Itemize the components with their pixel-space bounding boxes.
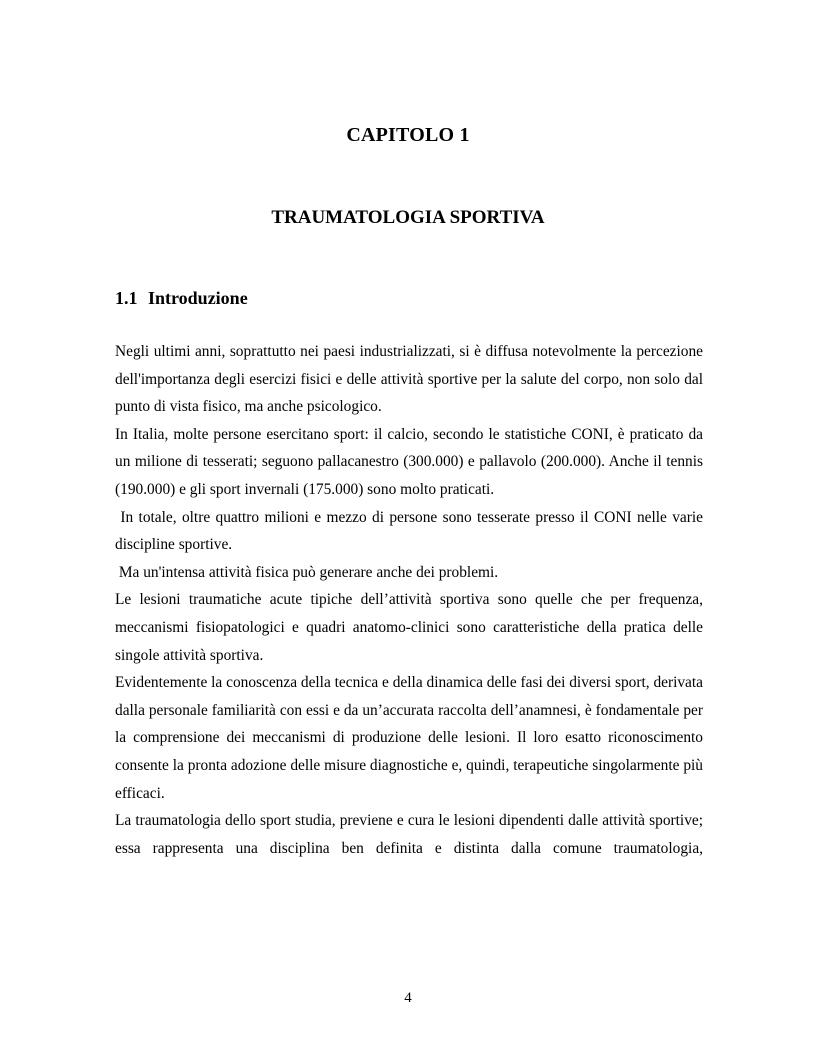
- paragraph: La traumatologia dello sport studia, previene e cura le lesioni dipendenti dalle attività sportive; essa rappresenta una disciplina ben definita e distinta dalla comune traumatologia,: [115, 812, 703, 857]
- section-number: 1.1: [115, 288, 138, 308]
- paragraph: In totale, oltre quattro milioni e mezzo di persone sono tesserate presso il CONI nelle varie discipline sportive.: [115, 508, 707, 554]
- paragraph: In Italia, molte persone esercitano sport: il calcio, secondo le statistiche CONI, è praticato da un milione di tesserati; seguono pallacanestro (300.000) e pallavolo (200.000). Anche il tennis (190.000) e gli sport invernali (175.000) sono molto praticati.: [115, 425, 703, 498]
- section-heading: [115, 288, 248, 309]
- paragraph: Ma un'intensa attività fisica può generare anche dei problemi.: [115, 563, 499, 581]
- paragraph: Le lesioni traumatiche acute tipiche dell’attività sportiva sono quelle che per frequenza, meccanismi fisiopatologici e quadri anatomo-clinici sono caratteristiche della pratica delle singole attività sportiva.: [115, 591, 703, 664]
- chapter-label: CAPITOLO 1: [346, 124, 470, 146]
- section-title: Introduzione: [148, 288, 248, 308]
- page-number: 4: [404, 990, 412, 1006]
- paragraph: Evidentemente la conoscenza della tecnica e della dinamica delle fasi dei diversi sport, derivata dalla personale familiarità con essi e da un’accurata raccolta dell’anamnesi, è fondamentale per la comprensione dei meccanismi di produzione delle lesioni. Il loro esatto riconoscimento consente la pronta adozione delle misure diagnostiche e, quindi, terapeutiche singolarmente più efficaci.: [115, 674, 704, 802]
- body-text: [115, 338, 707, 862]
- chapter-title: TRAUMATOLOGIA SPORTIVA: [271, 207, 545, 228]
- paragraph: Negli ultimi anni, soprattutto nei paesi industrializzati, si è diffusa notevolmente la percezione dell'importanza degli esercizi fisici e delle attività sportive per la salute del corpo, non solo dal punto di vista fisico, ma anche psicologico.: [115, 343, 703, 416]
